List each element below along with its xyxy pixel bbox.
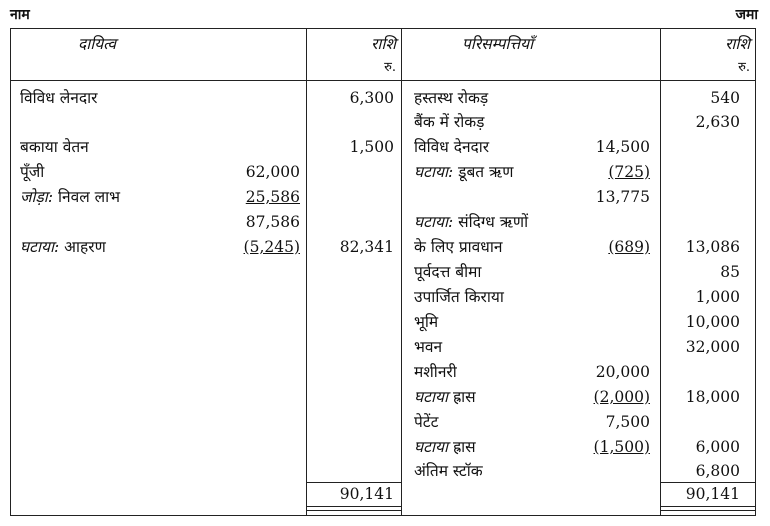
- creditors-label: विविध लेनदार: [20, 89, 98, 107]
- assets-grand-total: 90,141: [685, 485, 740, 503]
- net-profit-value: 25,586: [245, 188, 300, 206]
- accrued-rent-label: उपार्जित किराया: [414, 288, 504, 306]
- patent-label: पेटेंट: [414, 413, 439, 431]
- prepaid-insurance-label: पूर्वदत्त बीमा: [414, 263, 482, 281]
- depreciation-label: ह्रास: [452, 388, 476, 406]
- assets-heading: परिसम्पत्तियाँ: [462, 35, 534, 53]
- debtors-subtotal: 13,775: [595, 188, 650, 206]
- machinery-label: मशीनरी: [414, 363, 457, 381]
- header-bottom-border: [10, 80, 756, 81]
- capital-value: 62,000: [245, 163, 300, 181]
- table-left-border: [10, 28, 11, 516]
- debtors-label: विविध देनदार: [414, 138, 490, 156]
- add-prefix: जोड़ा:: [20, 188, 54, 206]
- liabilities-grand-total: 90,141: [339, 485, 394, 503]
- accrued-rent-amount: 1,000: [695, 288, 740, 306]
- less-prefix: घटाया: [414, 438, 448, 456]
- debtors-net-amount: 13,086: [685, 238, 740, 256]
- outstanding-salary-label: बकाया वेतन: [20, 138, 89, 156]
- less-dep-patent-row: [414, 437, 476, 457]
- capital-label: पूँजी: [20, 163, 45, 181]
- bad-debts-label: डूबत ऋण: [458, 163, 514, 181]
- balance-sheet-table: [10, 28, 756, 516]
- dep-patent-value: (1,500): [593, 438, 650, 456]
- bad-debts-value: (725): [608, 163, 650, 181]
- land-amount: 10,000: [685, 313, 740, 331]
- provision-value: (689): [608, 238, 650, 256]
- drawings-label: आहरण: [64, 238, 106, 256]
- drawings-value: (5,245): [243, 238, 300, 256]
- bank-amount: 2,630: [695, 113, 740, 131]
- liabilities-total-top-line: [306, 482, 401, 483]
- col-divider-2: [401, 28, 402, 516]
- assets-total-double-line: [660, 506, 756, 511]
- machinery-net-amount: 18,000: [685, 388, 740, 406]
- patent-net-amount: 6,000: [695, 438, 740, 456]
- liabilities-currency: रु.: [384, 60, 396, 75]
- liabilities-amount-heading: राशि: [371, 35, 396, 53]
- cash-amount: 540: [710, 89, 740, 107]
- outstanding-salary-amount: 1,500: [349, 138, 394, 156]
- building-amount: 32,000: [685, 338, 740, 356]
- less-provision-row: [414, 212, 528, 232]
- building-label: भवन: [414, 338, 443, 356]
- assets-currency: रु.: [738, 60, 750, 75]
- capital-subtotal: 87,586: [245, 213, 300, 231]
- provision-label-1: संदिग्ध ऋणों: [458, 213, 529, 231]
- table-top-border: [10, 28, 756, 29]
- dep-machinery-value: (2,000): [593, 388, 650, 406]
- debtors-value: 14,500: [595, 138, 650, 156]
- provision-label-2: के लिए प्रावधान: [414, 238, 503, 256]
- add-profit-row: [20, 187, 120, 207]
- less-prefix: घटाया: [414, 388, 448, 406]
- assets-amount-heading: राशि: [725, 35, 750, 53]
- col-divider-3: [660, 28, 661, 516]
- closing-stock-amount: 6,800: [695, 462, 740, 480]
- liabilities-total-double-line: [306, 506, 401, 511]
- depreciation-label: ह्रास: [452, 438, 476, 456]
- less-dep-machinery-row: [414, 387, 476, 407]
- table-bottom-border: [10, 515, 756, 516]
- less-bad-debts-row: [414, 162, 514, 182]
- net-profit-label: निवल लाभ: [57, 188, 121, 206]
- capital-net-amount: 82,341: [339, 238, 394, 256]
- cash-label: हस्तस्थ रोकड़: [414, 89, 489, 107]
- creditors-amount: 6,300: [349, 89, 394, 107]
- credit-header: जमा: [735, 7, 758, 23]
- col-divider-1: [306, 28, 307, 516]
- less-drawings-row: [20, 237, 106, 257]
- land-label: भूमि: [414, 313, 439, 331]
- less-prefix: घटाया:: [20, 238, 60, 256]
- less-prefix: घटाया:: [414, 213, 454, 231]
- debit-header: नाम: [10, 7, 30, 23]
- prepaid-insurance-amount: 85: [720, 263, 740, 281]
- assets-total-top-line: [660, 482, 756, 483]
- bank-label: बैंक में रोकड़: [414, 113, 485, 131]
- liabilities-heading: दायित्व: [78, 35, 116, 53]
- patent-value: 7,500: [605, 413, 650, 431]
- less-prefix: घटाया:: [414, 163, 454, 181]
- closing-stock-label: अंतिम स्टॉक: [414, 462, 483, 480]
- table-right-border: [755, 28, 756, 516]
- machinery-value: 20,000: [595, 363, 650, 381]
